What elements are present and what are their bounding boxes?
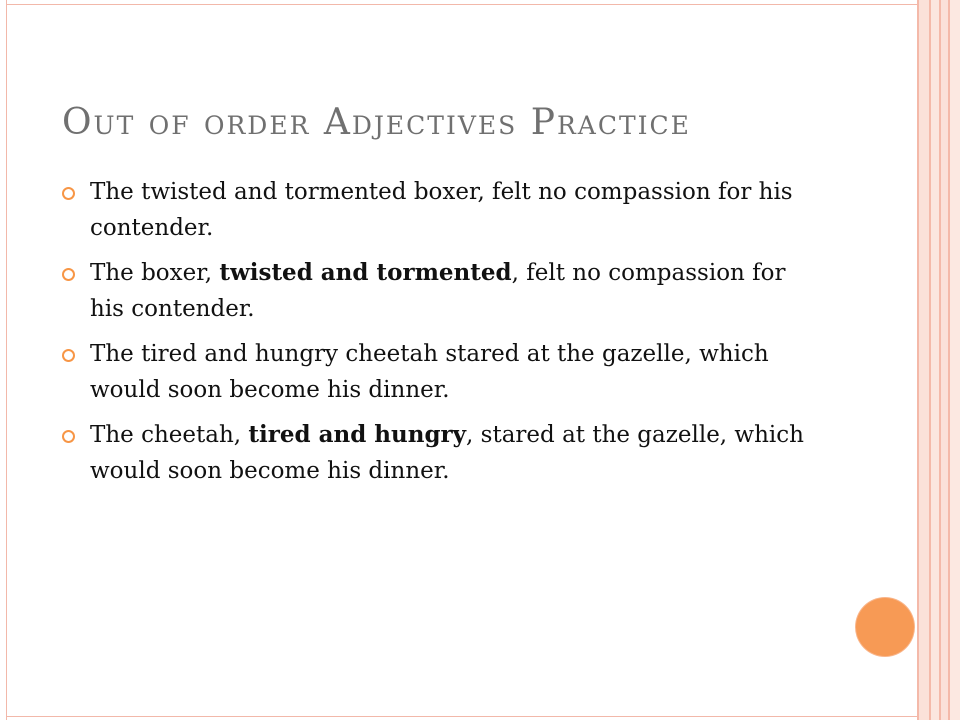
bullet-item <box>62 336 822 408</box>
slide-title: Out of order Adjectives Practice <box>62 102 691 143</box>
right-stripe-band <box>931 0 939 720</box>
bullet-text: The boxer, twisted and tormented, felt no compassion for his contender. <box>90 259 786 322</box>
bullet-emphasis: twisted and tormented <box>219 259 512 286</box>
bullet-ring-icon <box>62 187 75 200</box>
bullet-ring-icon <box>62 349 75 362</box>
right-stripe-band <box>950 0 960 720</box>
bullet-item <box>62 255 822 327</box>
bullet-ring-icon <box>62 268 75 281</box>
frame-left-line <box>6 0 7 720</box>
bullet-text: The cheetah, tired and hungry, stared at the gazelle, which would soon become his dinner. <box>90 421 804 484</box>
bullet-emphasis: tired and hungry <box>248 421 467 448</box>
bullet-item <box>62 174 822 246</box>
bullet-list <box>62 174 822 498</box>
frame-top-line <box>6 4 918 5</box>
bullet-ring-icon <box>62 430 75 443</box>
bullet-text: The twisted and tormented boxer, felt no compassion for his contender. <box>90 179 793 241</box>
right-stripe-band <box>941 0 948 720</box>
frame-bottom-line <box>6 716 918 717</box>
bullet-item <box>62 417 822 489</box>
bullet-text: The tired and hungry cheetah stared at the gazelle, which would soon become his dinner. <box>90 341 769 403</box>
right-stripe-band <box>919 0 929 720</box>
orange-circle-decoration <box>856 598 914 656</box>
